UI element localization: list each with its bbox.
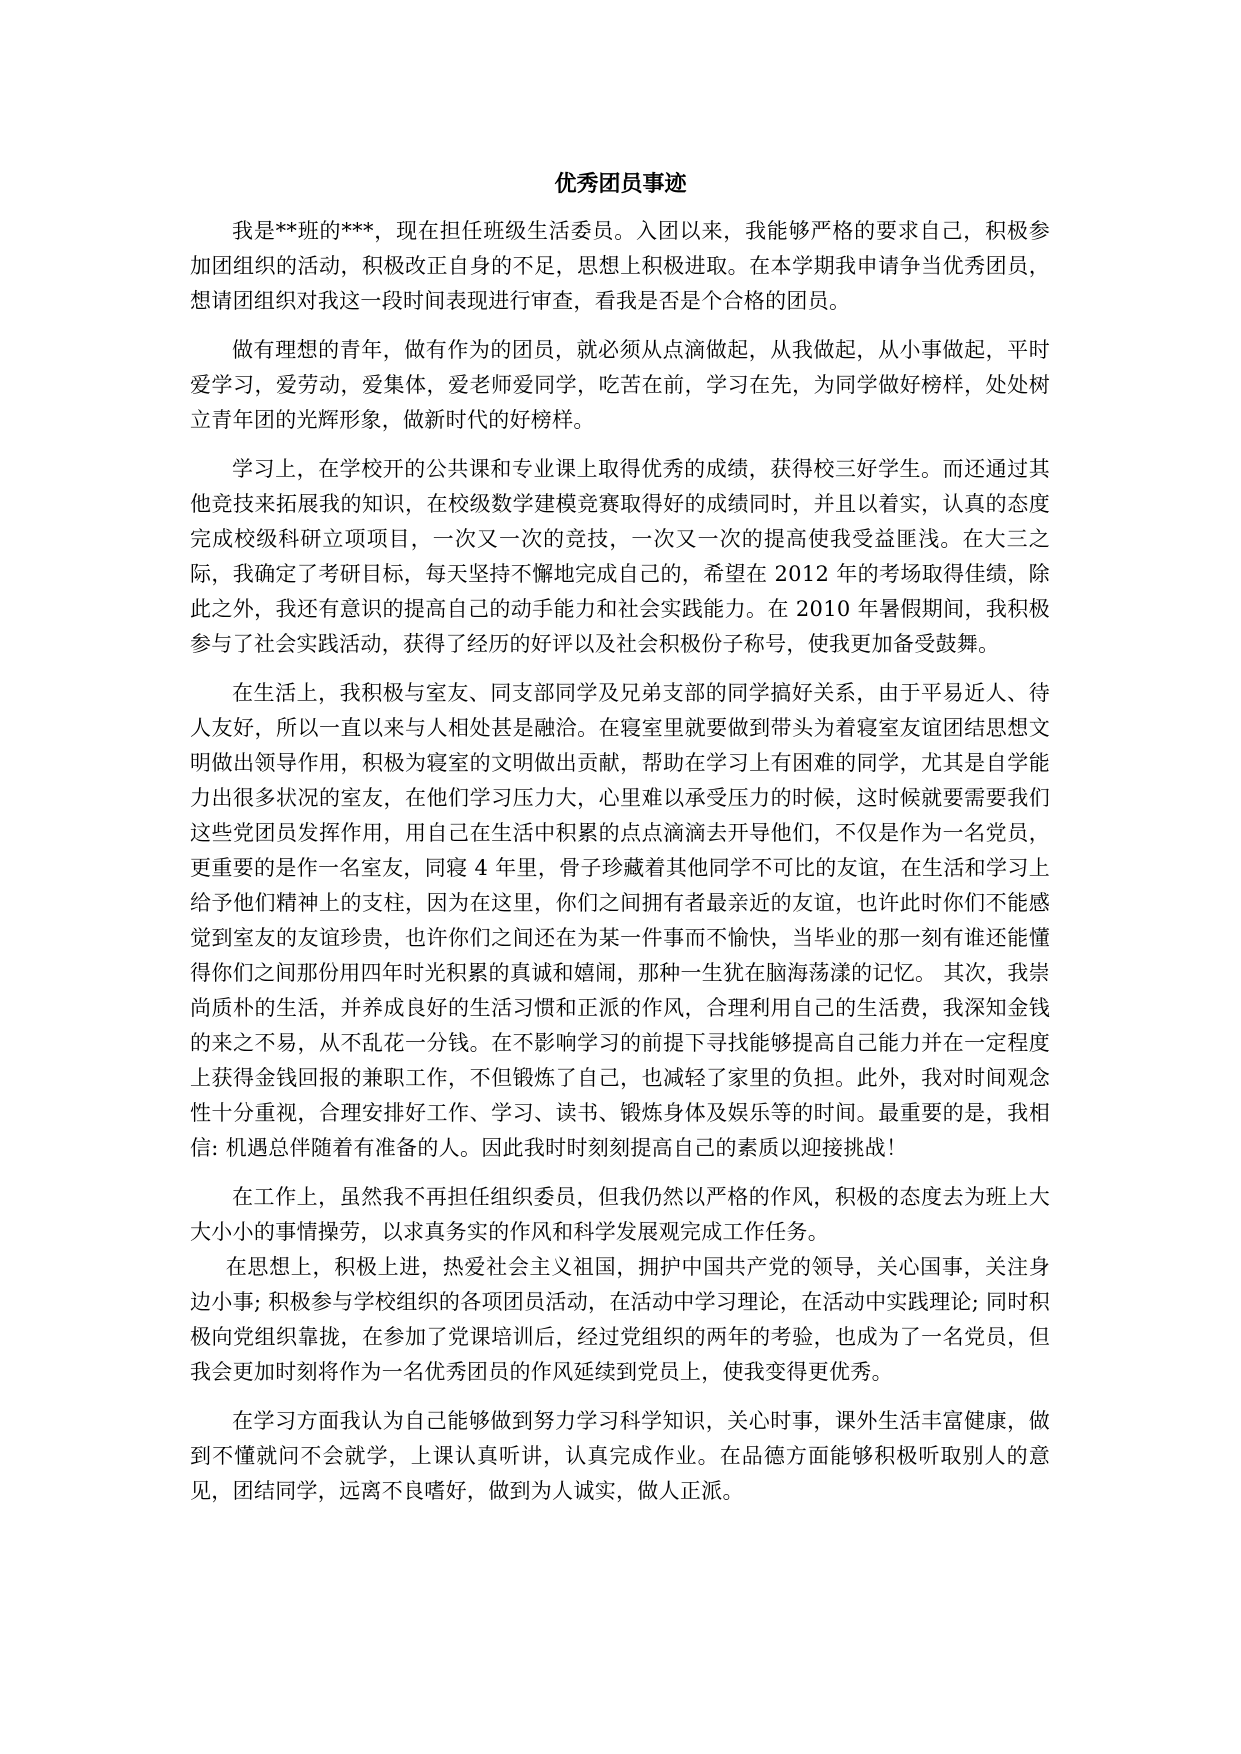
paragraph-conclusion: 在学习方面我认为自己能够做到努力学习科学知识，关心时事，课外生活丰富健康，做到不懂就问不会就学，上课认真听讲，认真完成作业。在品德方面能够积极听取别人的意见，团结同学，远离不良嗜好，做到为人诚实，做人正派。	[190, 1409, 1050, 1503]
paragraph-life: 在生活上，我积极与室友、同支部同学及兄弟支部的同学搞好关系，由于平易近人、待人友好，所以一直以来与人相处甚是融洽。在寝室里就要做到带头为着寝室友谊团结思想文明做出领导作用，积极为寝室的文明做出贡献，帮助在学习上有困难的同学，尤其是自学能力出很多状况的室友，在他们学习压力大，心里难以承受压力的时候，这时候就要需要我们这些党团员发挥作用，用自己在生活中积累的点点滴滴去开导他们，不仅是作为一名党员，更重要的是作一名室友，同寝 4 年里，骨子珍藏着其他同学不可比的友谊，在生活和学习上给予他们精神上的支柱，因为在这里，你们之间拥有者最亲近的友谊，也许此时你们不能感觉到室友的友谊珍贵，也许你们之间还在为某一件事而不愉快，当毕业的那一刻有谁还能懂得你们之间那份用四年时光积累的真诚和嬉闹，那种一生犹在脑海荡漾的记忆。 其次，我崇尚质朴的生活，并养成良好的生活习惯和正派的作风，合理利用自己的生活费，我深知金钱的来之不易，从不乱花一分钱。在不影响学习的前提下寻找能够提高自己能力并在一定程度上获得金钱回报的兼职工作，不但锻炼了自己，也减轻了家里的负担。此外，我对时间观念性十分重视，合理安排好工作、学习、读书、锻炼身体及娱乐等的时间。最重要的是，我相信: 机遇总伴随着有准备的人。因此我时时刻刻提高自己的素质以迎接挑战！	[190, 681, 1050, 1160]
paragraph-work: 在工作上，虽然我不再担任组织委员，但我仍然以严格的作风，积极的态度去为班上大大小小的事情操劳，以求真务实的作风和科学发展观完成工作任务。	[190, 1185, 1050, 1244]
document-title: 优秀团员事迹	[554, 171, 687, 197]
paragraph-thought: 在思想上，积极上进，热爱社会主义祖国，拥护中国共产党的领导，关心国事，关注身边小事; 积极参与学校组织的各项团员活动，在活动中学习理论，在活动中实践理论; 同时积极向党组织靠拢，在参加了党课培训后，经过党组织的两年的考验，也成为了一名党员，但我会更加时刻将作为一名优秀团员的作风延续到党员上，使我变得更优秀。	[190, 1255, 1050, 1384]
paragraph-ideals: 做有理想的青年，做有作为的团员，就必须从点滴做起，从我做起，从小事做起，平时爱学习，爱劳动，爱集体，爱老师爱同学，吃苦在前，学习在先，为同学做好榜样，处处树立青年团的光辉形象，做新时代的好榜样。	[190, 338, 1050, 432]
paragraph-study: 学习上，在学校开的公共课和专业课上取得优秀的成绩，获得校三好学生。而还通过其他竞技来拓展我的知识，在校级数学建模竞赛取得好的成绩同时，并且以着实，认真的态度完成校级科研立项项目，一次又一次的竞技，一次又一次的提高使我受益匪浅。在大三之际，我确定了考研目标，每天坚持不懈地完成自己的，希望在 2012 年的考场取得佳绩，除此之外，我还有意识的提高自己的动手能力和社会实践能力。在 2010 年暑假期间，我积极参与了社会实践活动，获得了经历的好评以及社会积极份子称号，使我更加备受鼓舞。	[190, 457, 1050, 656]
document-body	[190, 214, 1050, 1523]
paragraph-intro: 我是**班的***，现在担任班级生活委员。入团以来，我能够严格的要求自己，积极参加团组织的活动，积极改正自身的不足，思想上积极进取。在本学期我申请争当优秀团员，想请团组织对我这一段时间表现进行审查，看我是否是个合格的团员。	[190, 219, 1050, 313]
